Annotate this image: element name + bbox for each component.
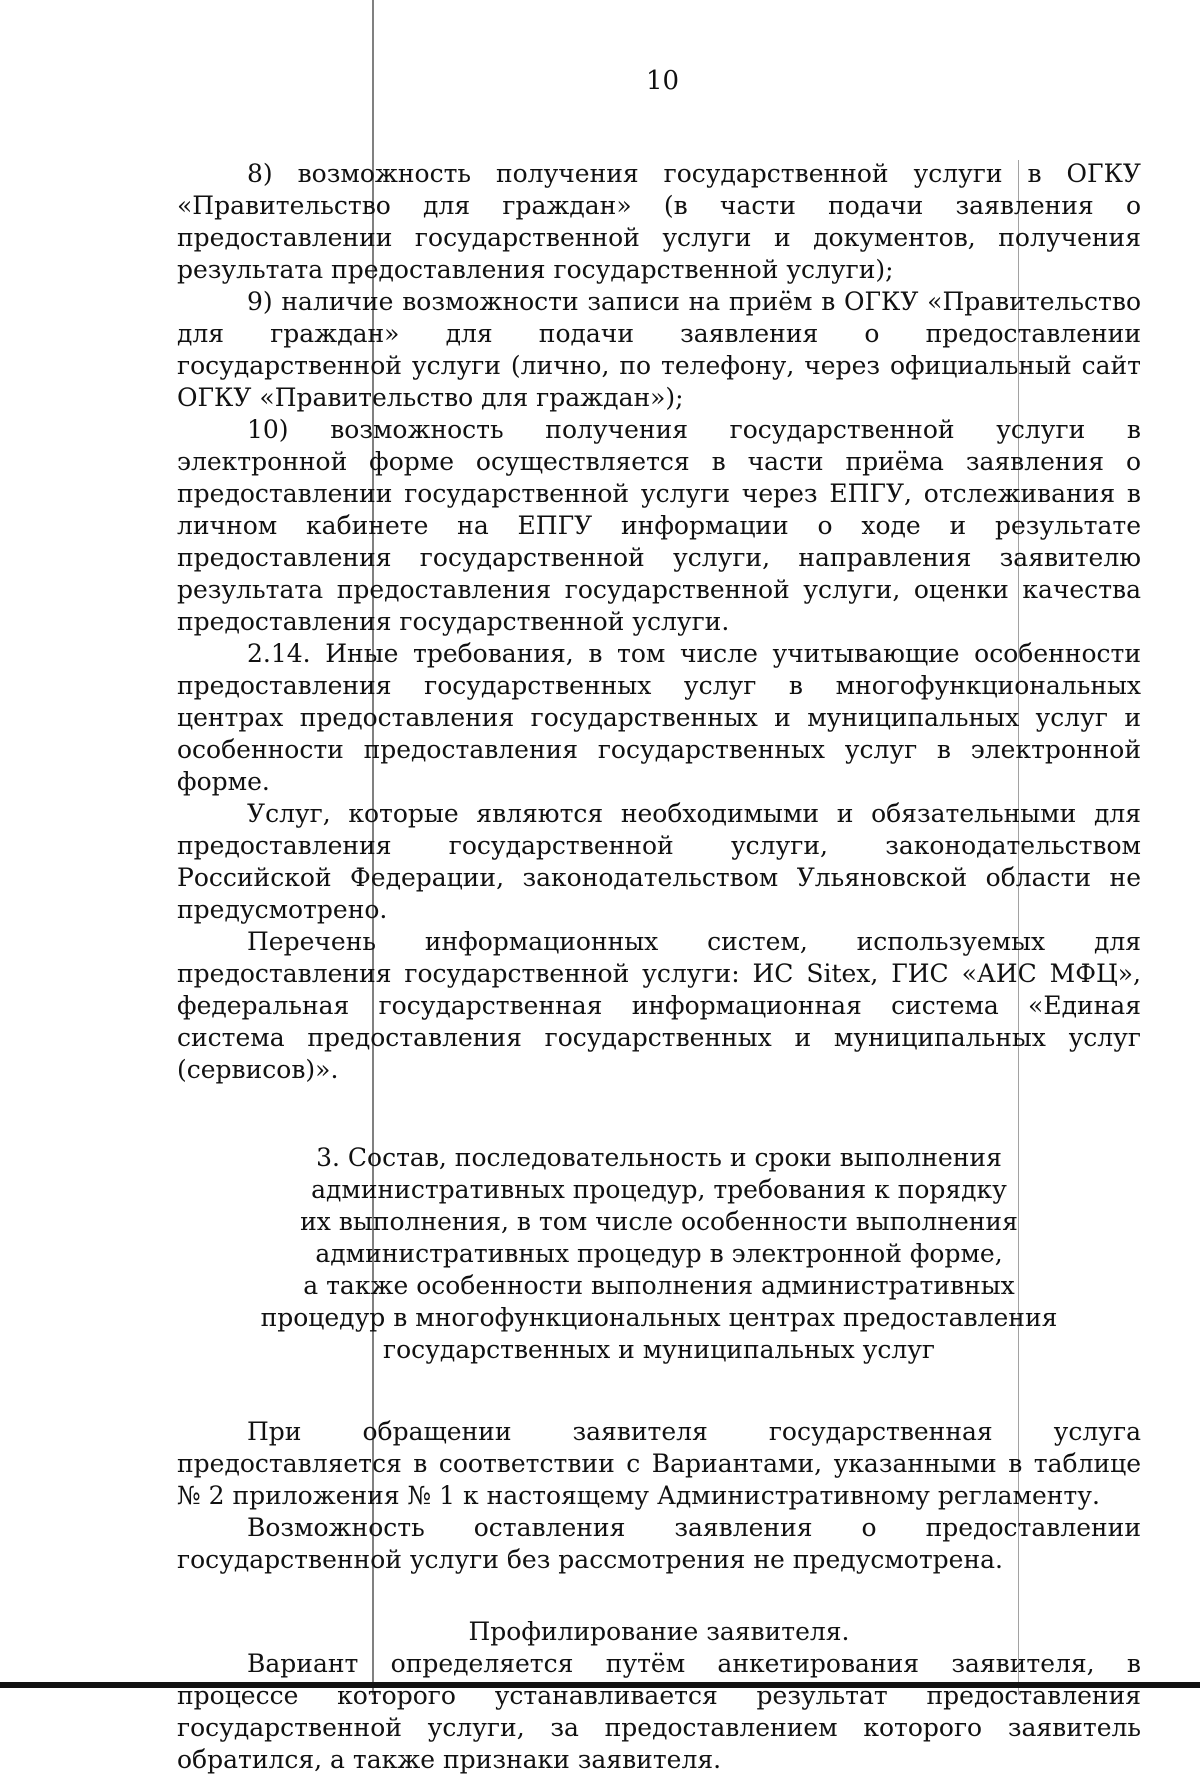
spacer bbox=[177, 1576, 1141, 1616]
paragraph-variants: При обращении заявителя государственная услуга предоставляется в соответствии с Вариантами, указанными в таблице № 2 приложения № 1 к настоящему Административному регламенту. bbox=[177, 1417, 1141, 1510]
section-heading-line: административных процедур в электронной форме, bbox=[315, 1239, 1003, 1268]
profiling-heading: Профилирование заявителя. bbox=[468, 1617, 850, 1646]
paragraph-item-9: 9) наличие возможности записи на приём в ОГКУ «Правительство для граждан» для подачи заявления о предоставлении государственной услуги (лично, по телефону, через официальный сайт ОГКУ «Правительство для граждан»); bbox=[177, 287, 1141, 412]
paragraph-variant-determination: Вариант определяется путём анкетирования заявителя, в процессе которого устанавливается результат предоставления государственной услуги, за предоставлением которого заявитель обратился, а также признаки заявителя. bbox=[177, 1649, 1141, 1774]
paragraph-information-systems: Перечень информационных систем, используемых для предоставления государственной услуги: ИС Sitex, ГИС «АИС МФЦ», федеральная государственная информационная система «Единая система предоставления государственных и муниципальных услуг (сервисов)». bbox=[177, 927, 1141, 1084]
paragraph-required-services: Услуг, которые являются необходимыми и обязательными для предоставления государственной услуги, законодательством Российской Федерации, законодательством Ульяновской области не предусмотрено. bbox=[177, 799, 1141, 924]
section-heading-line: а также особенности выполнения административных bbox=[303, 1271, 1015, 1300]
section-3-heading bbox=[177, 1142, 1141, 1366]
document-body bbox=[177, 158, 1141, 1776]
section-heading-line: административных процедур, требования к порядку bbox=[311, 1175, 1007, 1204]
paragraph-2-14: 2.14. Иные требования, в том числе учитывающие особенности предоставления государственных услуг в многофункциональных центрах предоставления государственных и муниципальных услуг и особенности предоставления государственных услуг в электронной форме. bbox=[177, 639, 1141, 796]
paragraph-item-10: 10) возможность получения государственной услуги в электронной форме осуществляется в части приёма заявления о предоставлении государственной услуги через ЕПГУ, отслеживания в личном кабинете на ЕПГУ информации о ходе и результате предоставления государственной услуги, направления заявителю результата предоставления государственной услуги, оценки качества предоставления государственной услуги. bbox=[177, 415, 1141, 636]
section-heading-line: процедур в многофункциональных центрах предоставления bbox=[260, 1303, 1058, 1332]
section-heading-line: 3. Состав, последовательность и сроки выполнения bbox=[316, 1143, 1002, 1172]
section-heading-line: их выполнения, в том числе особенности выполнения bbox=[300, 1207, 1018, 1236]
paragraph-no-leave-without-review: Возможность оставления заявления о предоставлении государственной услуги без рассмотрения не предусмотрена. bbox=[177, 1513, 1141, 1574]
section-heading-line: государственных и муниципальных услуг bbox=[382, 1335, 936, 1364]
spacer bbox=[177, 1366, 1141, 1416]
page-number: 10 bbox=[645, 66, 680, 96]
spacer bbox=[177, 1086, 1141, 1142]
paragraph-item-8: 8) возможность получения государственной услуги в ОГКУ «Правительство для граждан» (в части подачи заявления о предоставлении государственной услуги и документов, получения результата предоставления государственной услуги); bbox=[177, 159, 1141, 284]
